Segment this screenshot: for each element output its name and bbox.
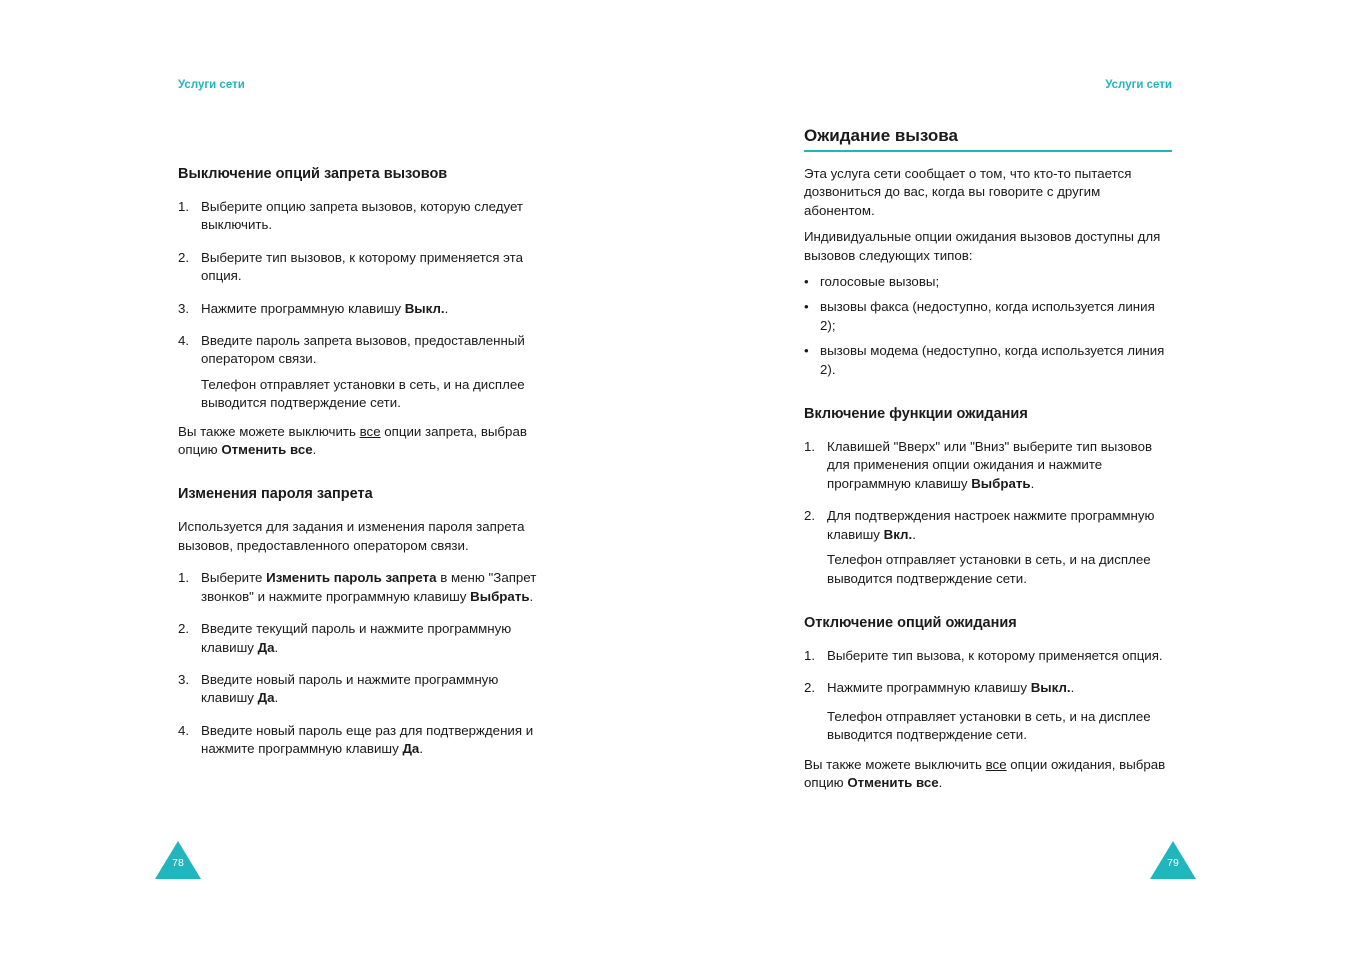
- list-item: 3. Введите новый пароль и нажмите программную клавишу Да.: [178, 671, 499, 706]
- step-note: Телефон отправляет установки в сеть, и на дисплее выводится подтверждение сети.: [827, 708, 1151, 743]
- list-item: 1. Клавишей "Вверх" или "Вниз" выберите тип вызовов для применения опции ожидания и нажмите программную клавишу Выбрать.: [804, 439, 1153, 491]
- section-heading-disable-barring: Выключение опций запрета вызовов: [178, 166, 448, 182]
- bullet-item: • вызовы факса (недоступно, когда используется линия 2);: [804, 299, 1155, 333]
- paragraph: Эта услуга сети сообщает о том, что кто-то пытается дозвониться до вас, когда вы говорите с другим абонентом.: [804, 166, 1132, 218]
- list-item: 1. Выберите опцию запрета вызовов, которую следует выключить.: [178, 199, 524, 233]
- bullet-item: • голосовые вызовы;: [804, 274, 940, 290]
- paragraph: Используется для задания и изменения пароля запрета вызовов, предоставленного оператором связи.: [178, 519, 525, 553]
- list-item: 2. Для подтверждения настроек нажмите программную клавишу Вкл..: [804, 508, 1155, 542]
- running-head: Услуги сети: [1105, 79, 1172, 91]
- paragraph: Вы также можете выключить все опции ожидания, выбрав опцию Отменить все.: [804, 756, 1166, 790]
- bullet-item: • вызовы модема (недоступно, когда используется линия 2).: [804, 343, 1165, 377]
- list-item: 1. Выберите Изменить пароль запрета в меню "Запрет звонков" и нажмите программную клавишу Выбрать.: [178, 570, 537, 604]
- step-note: Телефон отправляет установки в сеть, и на дисплее выводится подтверждение сети.: [201, 376, 525, 411]
- list-item: 3. Нажмите программную клавишу Выкл..: [178, 300, 449, 316]
- left-content: [178, 164, 538, 759]
- right-content: [804, 165, 1172, 792]
- right-page: [804, 0, 1172, 954]
- list-item: 2. Нажмите программную клавишу Выкл..: [804, 680, 1075, 696]
- left-page: [178, 0, 538, 954]
- running-head: Услуги сети: [178, 79, 245, 91]
- section-heading-enable-waiting: Включение функции ожидания: [804, 406, 1028, 423]
- list-item: 2. Выберите тип вызовов, к которому применяется эта опция.: [178, 249, 523, 284]
- page-title: Ожидание вызова: [804, 126, 1172, 152]
- paragraph: Вы также можете выключить все опции запрета, выбрав опцию Отменить все.: [178, 423, 527, 458]
- section-heading-change-password: Изменения пароля запрета: [178, 486, 373, 503]
- step-note: Телефон отправляет установки в сеть, и на дисплее выводится подтверждение сети.: [827, 552, 1151, 586]
- paragraph: Индивидуальные опции ожидания вызовов доступны для вызовов следующих типов:: [804, 229, 1161, 263]
- page-number: 79: [1167, 857, 1179, 869]
- section-heading-disable-waiting: Отключение опций ожидания: [804, 614, 1017, 631]
- list-item: 4. Введите новый пароль еще раз для подтверждения и нажмите программную клавишу Да.: [178, 722, 534, 757]
- list-item: 2. Введите текущий пароль и нажмите программную клавишу Да.: [178, 621, 512, 655]
- list-item: 4. Введите пароль запрета вызовов, предоставленный оператором связи.: [178, 333, 525, 367]
- page-number: 78: [172, 857, 184, 869]
- list-item: 1. Выберите тип вызова, к которому применяется опция.: [804, 647, 1163, 663]
